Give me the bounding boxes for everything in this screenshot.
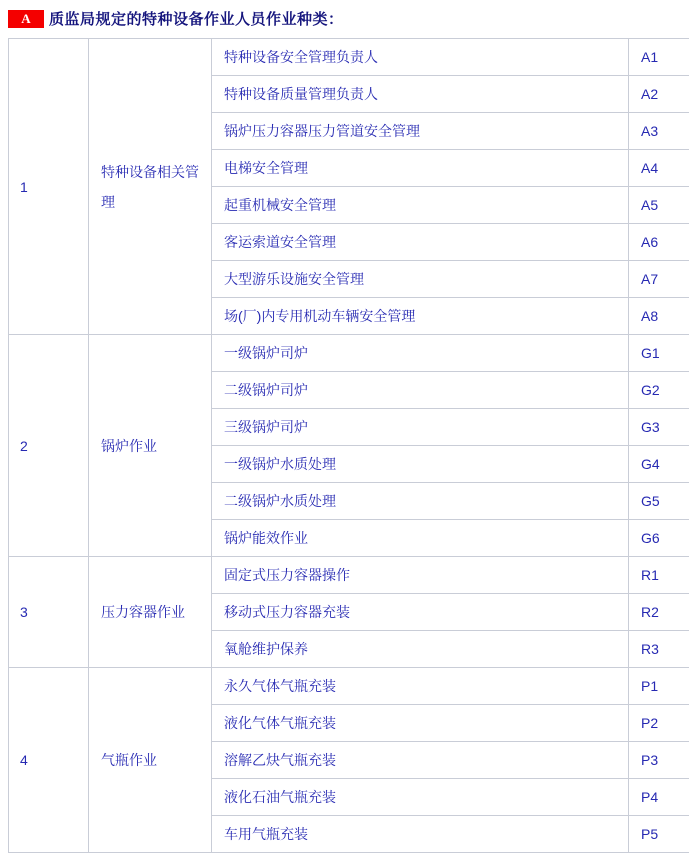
group-number-cell: 1 [9,39,89,335]
job-code-cell: A3 [629,113,689,150]
table-row [9,557,689,594]
job-code-cell: A4 [629,150,689,187]
category-cell: 锅炉作业 [89,335,212,557]
job-code-cell: P3 [629,742,689,779]
job-name-cell: 客运索道安全管理 [212,224,629,261]
job-code-cell: A7 [629,261,689,298]
job-code-cell: G6 [629,520,689,557]
job-name-cell: 特种设备质量管理负责人 [212,76,629,113]
category-cell: 气瓶作业 [89,668,212,853]
page-title: 质监局规定的特种设备作业人员作业种类： [49,8,344,29]
group-number-cell: 3 [9,557,89,668]
job-code-cell: P1 [629,668,689,705]
job-name-cell: 移动式压力容器充装 [212,594,629,631]
job-code-cell: A2 [629,76,689,113]
job-name-cell: 固定式压力容器操作 [212,557,629,594]
job-name-cell: 锅炉压力容器压力管道安全管理 [212,113,629,150]
group-number-cell: 4 [9,668,89,853]
job-code-cell: R3 [629,631,689,668]
job-name-cell: 一级锅炉司炉 [212,335,629,372]
job-code-cell: G5 [629,483,689,520]
group-number-cell: 2 [9,335,89,557]
job-name-cell: 三级锅炉司炉 [212,409,629,446]
job-name-cell: 场(厂)内专用机动车辆安全管理 [212,298,629,335]
job-name-cell: 起重机械安全管理 [212,187,629,224]
job-name-cell: 溶解乙炔气瓶充装 [212,742,629,779]
job-name-cell: 液化气体气瓶充装 [212,705,629,742]
job-code-cell: P2 [629,705,689,742]
job-code-cell: G2 [629,372,689,409]
job-name-cell: 电梯安全管理 [212,150,629,187]
job-name-cell: 液化石油气瓶充装 [212,779,629,816]
table-row [9,335,689,372]
category-cell: 特种设备相关管理 [89,39,212,335]
table-row [9,39,689,76]
job-name-cell: 氧舱维护保养 [212,631,629,668]
job-name-cell: 永久气体气瓶充装 [212,668,629,705]
job-code-cell: R2 [629,594,689,631]
job-code-cell: G4 [629,446,689,483]
job-name-cell: 特种设备安全管理负责人 [212,39,629,76]
job-code-cell: A6 [629,224,689,261]
page-header [0,0,689,28]
job-name-cell: 大型游乐设施安全管理 [212,261,629,298]
job-code-cell: P4 [629,779,689,816]
job-code-cell: G3 [629,409,689,446]
job-code-cell: A5 [629,187,689,224]
section-badge: A [8,10,44,28]
job-name-cell: 二级锅炉司炉 [212,372,629,409]
job-code-cell: P5 [629,816,689,853]
job-code-cell: A8 [629,298,689,335]
job-code-cell: R1 [629,557,689,594]
job-name-cell: 车用气瓶充装 [212,816,629,853]
table-row [9,668,689,705]
job-name-cell: 二级锅炉水质处理 [212,483,629,520]
job-name-cell: 一级锅炉水质处理 [212,446,629,483]
job-code-cell: G1 [629,335,689,372]
job-name-cell: 锅炉能效作业 [212,520,629,557]
job-code-cell: A1 [629,39,689,76]
category-cell: 压力容器作业 [89,557,212,668]
jobs-table-body [9,39,689,853]
jobs-table [8,38,689,853]
